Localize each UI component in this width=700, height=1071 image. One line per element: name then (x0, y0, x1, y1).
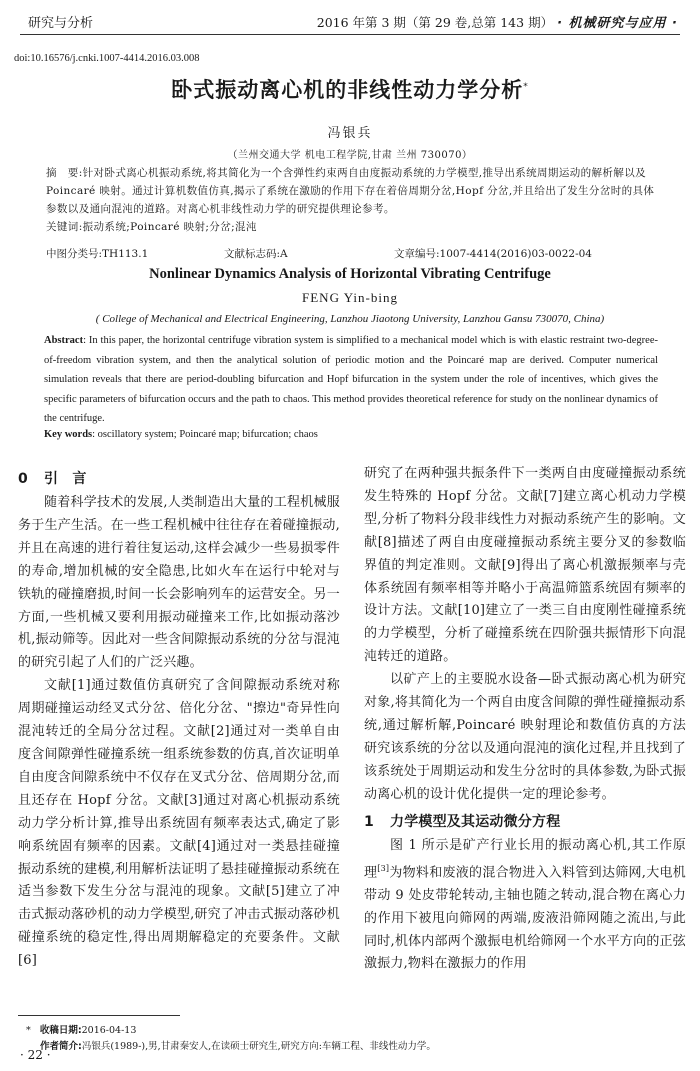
article-number: 文章编号:1007-4414(2016)03-0022-04 (394, 248, 592, 260)
keywords-cn: 关键词:振动系统;Poincaré 映射;分岔;混沌 (46, 221, 257, 233)
abstract-en-text: : In this paper, the horizontal centrifuge vibration system is simplified to a mechanical model which is with elastic restraint two-degree-of-freedom vibration system, and then the analytical solution of periodic motion and the Poincaré map are derived. Computer numerical simulation reveals that there are period-doubling bifurcation and Hopf bifurcation in the system under the role of incentives, which gives the specific parameters of bifurcation occurs and the path to chaos. This method provides theoretical reference for study on the nonlinear dynamics of the centrifuge. (44, 335, 658, 424)
abstract-cn (46, 164, 662, 236)
header-section: 研究与分析 (28, 16, 94, 31)
header-rule (20, 34, 680, 35)
intro-paragraph-4: 以矿产上的主要脱水设备—卧式振动离心机为研究对象,将其简化为一个两自由度含间隙的弹性碰撞振动系统,通过解析解,Poincaré 映射理论和数值仿真的方法研究该系统的分岔以及通向混沌的演化过程,并且找到了该系统处于周期运动和发生分岔时的具体参数,为卧式振动离心机的设计优化提供一定的理论参考。 (364, 672, 686, 802)
page-number: · 22 · (20, 1048, 51, 1062)
section-number: 1 (364, 813, 374, 830)
english-author: FENG Yin-bing (302, 290, 398, 305)
body-left-column (18, 466, 340, 973)
affiliation: （兰州交通大学 机电工程学院,甘肃 兰州 730070） (227, 150, 473, 161)
model-text-b: 为物料和废液的混合物进入入料管到达筛网,大电机带动 9 处皮带轮转动,主轴也随之转动,混合物在离心力的作用下被甩向筛网的两端,废液沿筛网随之流出,与此同时,机体内部两个激振电机给筛网一个水平方向的正弦激振力,物料在激振力的作用 (364, 864, 687, 972)
footnote-author-bio (40, 1038, 436, 1052)
english-title: Nonlinear Dynamics Analysis of Horizontal Vibrating Centrifuge (149, 266, 551, 282)
intro-paragraph-3: 研究了在两种强共振条件下一类两自由度碰撞振动系统发生特殊的 Hopf 分岔。文献[7]建立离心机动力学模型,分析了物料分段非线性力对振动系统产生的影响。文献[8]描述了两自由度碰撞振动系统主要分叉的参数临界值的判定准则。文献[9]得出了离心机激振频率与壳体系统固有频率相等并略小于高温筛篮系统固有频率的设计方法。文献[10]建立了一类三自由度刚性碰撞系统的力学模型，分析了碰撞系统在四阶强共振情形下向混沌转迁的道路。 (364, 466, 686, 665)
header-issue-text: 2016 年第 3 期（第 29 卷,总第 143 期） (316, 15, 554, 30)
section-title: 力学模型及其运动微分方程 (390, 813, 561, 830)
abstract-en-label: Abstract (44, 335, 84, 346)
abstract-cn-label: 摘 要: (46, 167, 83, 179)
title-footnote-mark: * (523, 82, 529, 92)
header-issue (317, 12, 678, 31)
keywords-en-text: : oscillatory system; Poincaré map; bifurcation; chaos (92, 429, 318, 440)
bio-text: 冯银兵(1989-),男,甘肃秦安人,在读硕士研究生,研究方向:车辆工程、非线性动力学。 (81, 1041, 436, 1052)
abstract-en (44, 331, 658, 429)
header-journal: · 机械研究与应用 · (557, 16, 678, 31)
section-heading-model (364, 809, 686, 835)
footnote-received (26, 1022, 136, 1036)
abstract-cn-text: 针对卧式离心机振动系统,将其简化为一个含弹性约束两自由度振动系统的力学模型,推导出系统周期运动的解析解以及 Poincaré 映射。通过计算机数值仿真,揭示了系统在激励的作用下存在着倍周期分岔,Hopf 分岔,并且给出了发生分岔时的具体参数以及通向混沌的道路。对离心机非线性动力学的研究提供理论参考。 (46, 167, 655, 215)
body-right-column (364, 463, 686, 976)
keywords-en-label: Key words (44, 429, 93, 440)
paper-title-text: 卧式振动离心机的非线性动力学分析 (171, 78, 524, 102)
intro-paragraph-2: 文献[1]通过数值仿真研究了含间隙振动系统对称周期碰撞运动经叉式分岔、倍化分岔、"擦边"奇异性向混沌转迁的全局分岔过程。文献[2]通过对一类单自由度含间隙弹性碰撞系统一组系统参数的仿真,首次证明单自由度含间隙系统中不仅存在叉式分岔、倍周期分岔,而且还存在 Hopf 分岔。文献[3]通过对离心机振动系统动力学分析计算,推导出系统固有频率表达式,确定了影响系统固有频率的因素。文献[4]通过对一类悬挂碰撞振动系统的建模,利用解析法证明了悬挂碰撞振动系统在适当参数下发生分岔与混沌的现象。文献[5]建立了冲击式振动落砂机的动力学模型,研究了冲击式振动落砂机碰撞系统的稳定性,得出周期解稳定的充要条件。文献[6] (18, 678, 340, 969)
footnote-mark: * (26, 1025, 31, 1036)
document-code: 文献标志码:A (224, 248, 288, 260)
model-paragraph-1 (364, 835, 686, 977)
received-label: 收稿日期: (39, 1025, 82, 1036)
bio-label: 作者简介: (40, 1041, 82, 1052)
section-title: 引 言 (44, 471, 87, 487)
intro-paragraph-1: 随着科学技术的发展,人类制造出大量的工程机械服务于生产生活。在一些工程机械中往往存在着碰撞振动,并且在高速的进行着往复运动,这样会减少一些易损零件的寿命,增加机械的安全隐患,比如火车在运行中轮对与铁轨的碰撞磨损,时间一长会影响列车的运营安全。另一方面,一些机械又要利用振动碰撞来工作,比如振动落沙机,振动筛等。因此对一些含间隙振动系统的分岔与混沌的研究引起了人们的广泛兴趣。 (18, 495, 340, 671)
received-date: 2016-04-13 (81, 1025, 137, 1036)
footnote-rule (18, 1015, 180, 1016)
abstract-cn-paragraph (46, 164, 662, 218)
english-affiliation: ( College of Mechanical and Electrical Engineering, Lanzhou Jiaotong University, Lanzhou Gansu 730070, China) (95, 313, 605, 325)
model-text-a: 图 1 所示是矿产行业长用的振动离心机,其工作原理 (364, 837, 686, 880)
clc-number: 中图分类号:TH113.1 (46, 248, 149, 260)
section-number: 0 (18, 471, 28, 487)
author: 冯银兵 (327, 126, 373, 141)
keywords-en (44, 429, 658, 440)
citation-ref: [3] (377, 863, 390, 873)
paper-title (0, 74, 700, 104)
doi: doi:10.16576/j.cnki.1007-4414.2016.03.008 (14, 53, 200, 64)
section-heading-intro (18, 466, 340, 492)
